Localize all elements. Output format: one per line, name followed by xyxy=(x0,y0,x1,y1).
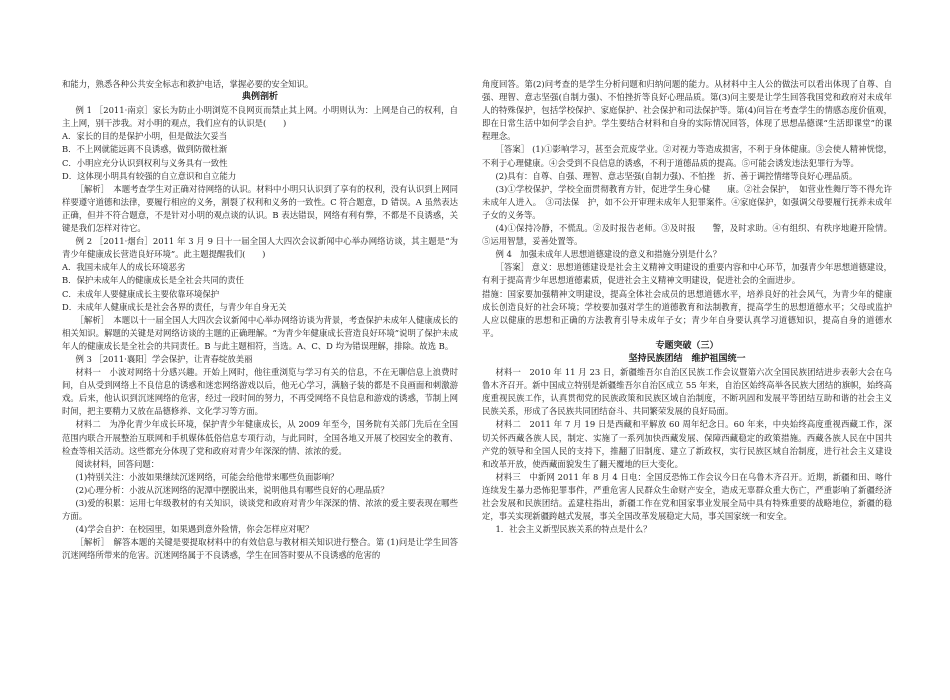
section-heading: 专题突破（三） xyxy=(655,340,719,351)
paragraph: 角度回答。第(2)问考查的是学生分析问题和归纳问题的能力。从材料中主人公的做法可以看出体现了自尊、自强、理智、意志坚强(自制力强)、不怕挫折等良好心理品质。第(3)问主要是让学生回答我国党和政府对未成年人的特殊保护，包括学校保护、家庭保护、社会保护和司法保护等。第(4)问旨在考查学生的情感态度价值观，即在日常生活中如何学会自护。学生要结合材料和自身的实际情况回答，体现了思想品德课“生活即课堂”的课程理念。 xyxy=(482,79,892,142)
paragraph: (3)①学校保护，学校全面贯彻教育方针，促进学生身心健 康。②社会保护， 如营业性舞厅等不得允许未成年人进入。 ③司法保 护，如不公开审理未成年人犯罪案件。④家庭保护，如强调父母要履行抚养未成年子女的义务等。 xyxy=(482,183,892,220)
paragraph: 阅读材料，回答问题： xyxy=(75,458,160,469)
paragraph: A．家长的目的是保护小明，但是做法欠妥当 xyxy=(62,131,228,142)
paragraph: 例 2 ［2011·烟台］2011 年 3 月 9 日十一届全国人大四次会议新闻中心举办网络访谈，其主题是“为青少年健康成长营造良好环境”。此主题提醒我们( ) xyxy=(62,236,458,260)
paragraph: B．保护未成年人的健康成长是全社会共同的责任 xyxy=(62,275,245,286)
paragraph: ［答案］ 意义：思想道德建设是社会主义精神文明建设的重要内容和中心环节，加强青少年思想道德建设，有利于提高青少年思想道德素质，促进社会主义精神文明建设，促进社会的全面进步。 xyxy=(482,262,892,286)
paragraph: C．小明应充分认识到权利与义务具有一致性 xyxy=(62,157,228,168)
paragraph: 措施：国家要加强精神文明建设，提高全体社会成员的思想道德水平，培养良好的社会风气，为青少年的健康成长创造良好的社会环境；学校要加强对学生的道德教育和法制教育，提高学生的思想道德水平；父母或监护人应以健康的思想和正确的方法教育引导未成年子女；青少年自身要认真学习道德知识，提高自身的道德水平。 xyxy=(482,288,892,338)
paragraph: A．我国未成年人的成长环境恶劣 xyxy=(62,262,186,273)
section-heading: 坚持民族团结 维护祖国统一 xyxy=(628,353,746,364)
paragraph: 材料一 2010 年 11 月 23 日，新疆维吾尔自治区民族工作会议暨第六次全国民族团结进步表彰大会在乌鲁木齐召开。新中国成立特别是新疆维吾尔自治区成立 55 年来，自治区始终高举各民族大团结的旗帜，始终高度重视民族工作，认真贯彻党的民族政策和民族区域自治制度，不断巩固和发展平等团结互助和谐的社会主义民族关系，形成了各民族共同团结奋斗、共同繁荣发展的良好局面。 xyxy=(482,367,892,417)
paragraph: (4)①保持冷静，不慌乱。②及时报告老师。③及时报 警，及时求助。④有组织、有秩序地避开险情。⑤运用智慧，妥善处置等。 xyxy=(482,223,892,247)
paragraph: D．未成年人健康成长是社会各界的责任，与青少年自身无关 xyxy=(62,301,287,312)
paragraph: 材料二 为净化青少年成长环境，保护青少年健康成长，从 2009 年至今，国务院有关部门先后在全国范围内联合开展整治互联网和手机媒体低俗信息专项行动，与此同时，全国各地又开展了校园安全的教育、检查等相关活动。这些都充分体现了党和政府对青少年深深的情、浓浓的爱。 xyxy=(62,419,458,456)
paragraph: ［解析］ 本题考查学生对正确对待网络的认识。材料中小明只认识到了享有的权利，没有认识到上网同样要遵守道德和法律，要履行相应的义务，割裂了权利和义务的一致性。C 符合题意，D 错误。A 虽然表达正确，但并不符合题意，不是针对小明的观点谈的认识。B 表达错误，网络有利有弊，不都是不良诱惑，关键是我们怎样对待它。 xyxy=(62,183,458,234)
paragraph: D．这体现小明具有较强的自立意识和自立能力 xyxy=(62,170,237,181)
paragraph: ［解析］ 本题以十一届全国人大四次会议新闻中心举办网络访谈为背景，考查保护未成年人健康成长的相关知识。解题的关键是对网络访谈的主题的正确理解。“为青少年健康成长营造良好环境”说明了保护未成年人的健康成长是全社会的共同责任。B 与此主题相符，当选。A、C、D 均为错误理解，排除。故选 B。 xyxy=(62,314,458,351)
paragraph: 材料三 中新网 2011 年 8 月 4 日电：全国反恐怖工作会议今日在乌鲁木齐召开。近期，新疆和田、喀什连续发生暴力恐怖犯罪事件，严重危害人民群众生命财产安全，造成无辜群众重大伤亡，严重影响了新疆经济社会发展和民族团结。孟建柱指出，新疆工作在党和国家事业发展全局中具有特殊重要的战略地位，新疆的稳定，事关实现新疆跨越式发展，事关全国改革发展稳定大局，事关国家统一和安全。 xyxy=(482,471,892,522)
paragraph: ［解析］ 解答本题的关键是要提取材料中的有效信息与教材相关知识进行整合。第 (1)问是让学生回答沉迷网络所带来的危害。沉迷网络属于不良诱惑，学生在回答时要从不良诱惑的危害的 xyxy=(62,537,458,561)
paragraph: 和能力，熟悉各种公共安全标志和救护电话，掌握必要的安全知识。 xyxy=(62,79,314,89)
paragraph: 例 1 ［2011·南京］家长为防止小明浏览不良网页而禁止其上网。小明则认为：上网是自己的权利，自主上网，别干涉我。对小明的观点，我们应有的认识是( ) xyxy=(62,105,458,129)
paragraph: C．未成年人要健康成长主要依靠环境保护 xyxy=(62,288,220,299)
right-column xyxy=(482,78,892,536)
paragraph: 1．社会主义新型民族关系的特点是什么？ xyxy=(495,524,652,535)
paragraph: 材料二 2011 年 7 月 19 日是西藏和平解放 60 周年纪念日。60 年来，中央始终高度重视西藏工作，深切关怀西藏各族人民，制定、实施了一系列加快西藏发展、保障西藏稳定的政策措施。西藏各族人民在中国共产党的领导和全国人民的支持下，推翻了旧制度、建立了新政权，实行民族区域自治制度，进行社会主义建设和改革开放，使西藏面貌发生了翻天覆地的巨大变化。 xyxy=(482,419,892,469)
paragraph: 材料一 小波对网络十分感兴趣。开始上网时，他往重浏览与学习有关的信息，不在无聊信息上浪费时间，自从受到网络上不良信息的诱惑和迷恋网络游戏以后，他无心学习，满脑子装的都是不良画面和刺激游戏。后来，他认识到沉迷网络的危害，经过一段时间的努力，不再受网络不良信息和游戏的诱惑，节制上网时间，把主要精力又放在品德修养、文化学习等方面。 xyxy=(62,367,458,417)
paragraph: (4)学会自护：在校园里，如果遇到意外险情，你会怎样应对呢？ xyxy=(75,524,314,535)
paragraph: ［答案］ (1)①影响学习，甚至会荒废学业。②对视力等造成损害，不利于身体健康。③会使人精神恍惚，不利于心理健康。④会受到不良信息的诱惑，不利于道德品质的提高。⑤可能会诱发违法犯罪行为等。 xyxy=(482,144,892,168)
paragraph: B．不上网就能远离不良诱惑，做到防微杜渐 xyxy=(62,144,228,155)
paragraph: (1)特别关注：小波如果继续沉迷网络，可能会给他带来哪些负面影响？ xyxy=(75,471,339,482)
section-heading: 典例剖析 xyxy=(241,92,278,103)
paragraph: 例 4 加强未成年人思想道德建设的意义和措施分别是什么？ xyxy=(495,249,722,260)
left-column xyxy=(62,78,458,562)
paragraph: (3)爱的积累：运用七年级教材的有关知识，谈谈党和政府对青少年深深的情、浓浓的爱主要表现在哪些方面。 xyxy=(62,498,458,522)
paragraph: 例 3 ［2011·襄阳］学会保护，让青春绽放美丽 xyxy=(75,353,253,364)
paragraph: (2)心理分析：小波从沉迷网络的泥潭中摆脱出来，说明他具有哪些良好的心理品质？ xyxy=(75,484,389,495)
paragraph: (2)具有：自尊、自强、理智、意志坚强(自制力强)、不怕挫 折、善于调控情绪等良好心理品质。 xyxy=(495,170,858,181)
